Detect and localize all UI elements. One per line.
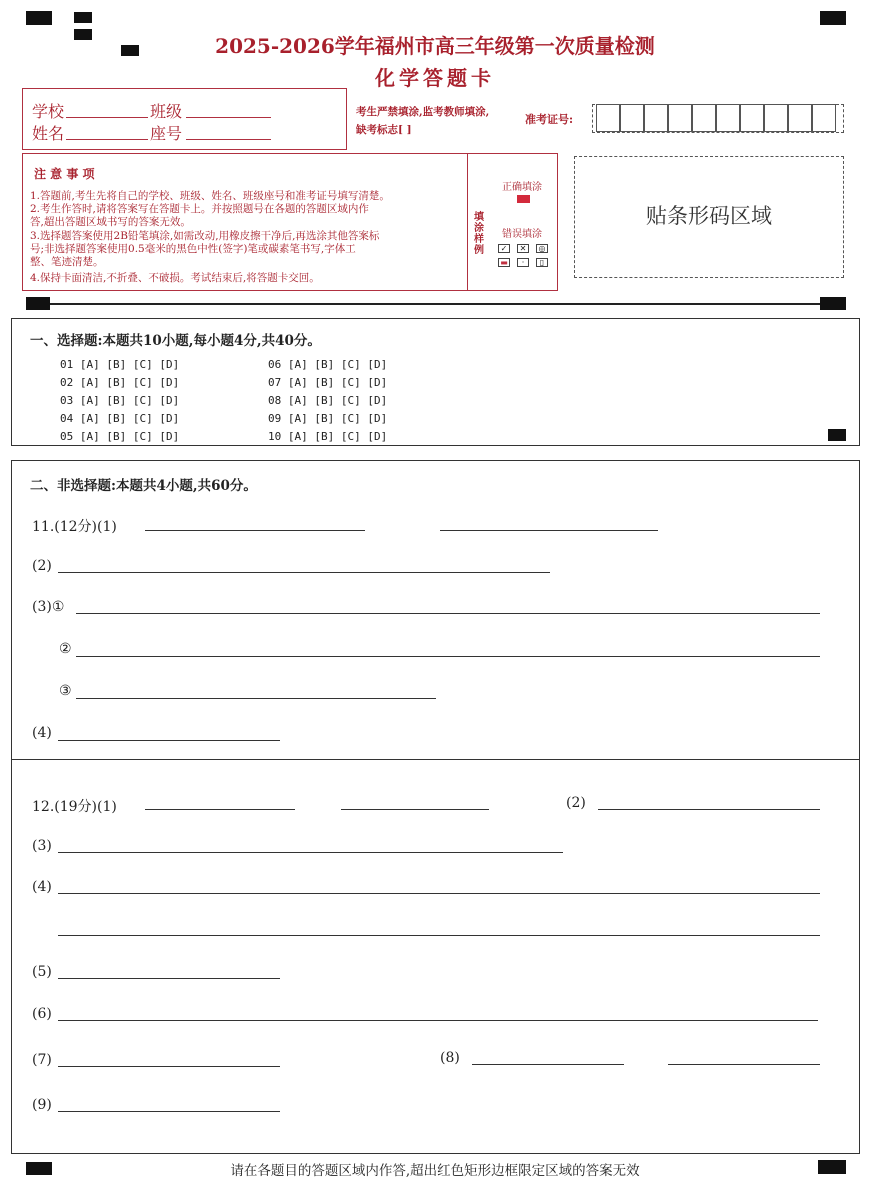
- q11-1-answer-line-b[interactable]: [440, 530, 658, 531]
- note-line: 1.答题前,考生先将自己的学校、班级、姓名、班级座号和准考证号填写清楚。: [30, 190, 390, 202]
- q12-6-label: (6): [32, 1006, 52, 1022]
- q12-2-answer-line[interactable]: [598, 809, 820, 810]
- q12-2-label: (2): [566, 795, 586, 811]
- exam-id-cell[interactable]: [668, 104, 692, 132]
- choice-row[interactable]: 08 [A] [B] [C] [D]: [268, 394, 388, 407]
- choice-row[interactable]: 01 [A] [B] [C] [D]: [60, 358, 180, 371]
- page-title: 2025-2026学年福州市高三年级第一次质量检测: [215, 34, 655, 58]
- absent-mark[interactable]: 缺考标志[ ]: [356, 124, 412, 136]
- fill-example-label: 填涂样例: [474, 212, 484, 256]
- note-line: 答,超出答题区域书写的答案无效。: [30, 216, 191, 228]
- q12-9-answer-line[interactable]: [58, 1111, 280, 1112]
- q12-7-label: (7): [32, 1052, 52, 1068]
- q11-3c-answer-line[interactable]: [76, 698, 436, 699]
- footer-warning: 请在各题目的答题区域内作答,超出红色矩形边框限定区域的答案无效: [230, 1163, 640, 1179]
- wrong-bar-sample: ▬: [498, 258, 510, 267]
- section1-title: 一、选择题:本题共10小题,每小题4分,共40分。: [30, 333, 321, 349]
- q11-label: 11.(12分)(1): [32, 519, 117, 535]
- barcode-label: 贴条形码区域: [646, 204, 772, 228]
- exam-id-cell[interactable]: [740, 104, 764, 132]
- wrong-circle-sample: ◎: [536, 244, 548, 253]
- exam-id-cell[interactable]: [764, 104, 788, 132]
- exam-id-cell[interactable]: [692, 104, 716, 132]
- exam-id-cell[interactable]: [596, 104, 620, 132]
- fill-example-divider: [467, 153, 468, 291]
- school-label: 学校: [32, 102, 65, 121]
- choice-row[interactable]: 06 [A] [B] [C] [D]: [268, 358, 388, 371]
- class-field[interactable]: [186, 117, 271, 118]
- exam-id-label: 准考证号:: [525, 113, 574, 126]
- q12-1-answer-line-b[interactable]: [341, 809, 489, 810]
- separator-line: [30, 303, 840, 305]
- page-subtitle: 化学答题卡: [375, 66, 495, 90]
- student-info-box: [22, 88, 347, 150]
- q12-3-answer-line[interactable]: [58, 852, 563, 853]
- note-line: 整、笔迹清楚。: [30, 256, 104, 268]
- q12-4-label: (4): [32, 879, 52, 895]
- wrong-cross-sample: ✕: [517, 244, 529, 253]
- registration-mark: [26, 297, 50, 310]
- q12-8-label: (8): [440, 1050, 460, 1066]
- q11-3b-label: ②: [59, 641, 72, 657]
- note-line: 4.保持卡面清洁,不折叠、不破损。考试结束后,将答题卡交回。: [30, 272, 320, 284]
- seat-label: 座号: [150, 124, 183, 143]
- q12-4-answer-line[interactable]: [58, 893, 820, 894]
- registration-mark: [820, 297, 846, 310]
- q12-4-answer-line-b[interactable]: [58, 935, 820, 936]
- exam-id-cell[interactable]: [620, 104, 644, 132]
- notes-heading: 注 意 事 项: [34, 167, 95, 181]
- q11-3a-answer-line[interactable]: [76, 613, 820, 614]
- q11-3c-label: ③: [59, 683, 72, 699]
- name-label: 姓名: [32, 124, 65, 143]
- q12-5-label: (5): [32, 964, 52, 980]
- q12-6-answer-line[interactable]: [58, 1020, 818, 1021]
- exam-id-cell[interactable]: [812, 104, 836, 132]
- note-line: 2.考生作答时,请将答案写在答题卡上。并按照题号在各题的答题区域内作: [30, 203, 369, 215]
- section2-title: 二、非选择题:本题共4小题,共60分。: [30, 478, 257, 494]
- correct-fill-label: 正确填涂: [502, 182, 542, 193]
- section2-box: [11, 460, 860, 1154]
- q11-4-label: (4): [32, 725, 52, 741]
- registration-mark: [74, 12, 92, 23]
- choice-row[interactable]: 04 [A] [B] [C] [D]: [60, 412, 180, 425]
- q12-8-answer-line[interactable]: [472, 1064, 624, 1065]
- exam-id-cell[interactable]: [644, 104, 668, 132]
- choice-row[interactable]: 05 [A] [B] [C] [D]: [60, 430, 180, 443]
- q12-8-answer-line-b[interactable]: [668, 1064, 820, 1065]
- choice-row[interactable]: 07 [A] [B] [C] [D]: [268, 376, 388, 389]
- registration-mark: [820, 11, 846, 25]
- q11-4-answer-line[interactable]: [58, 740, 280, 741]
- wrong-check-sample: ✓: [498, 244, 510, 253]
- choice-row[interactable]: 03 [A] [B] [C] [D]: [60, 394, 180, 407]
- note-line: 号;非选择题答案使用0.5毫米的黑色中性(签字)笔或碳素笔书写,字体工: [30, 243, 356, 255]
- section2-divider: [11, 759, 860, 760]
- q12-1-answer-line[interactable]: [145, 809, 295, 810]
- registration-mark: [26, 11, 52, 25]
- q12-9-label: (9): [32, 1097, 52, 1113]
- q12-7-answer-line[interactable]: [58, 1066, 280, 1067]
- wrong-dot-sample: ·: [517, 258, 529, 267]
- seat-field[interactable]: [186, 139, 271, 140]
- choice-row[interactable]: 02 [A] [B] [C] [D]: [60, 376, 180, 389]
- proctor-note: 考生严禁填涂,监考教师填涂,: [356, 106, 490, 118]
- registration-mark: [828, 429, 846, 441]
- q12-3-label: (3): [32, 838, 52, 854]
- exam-id-cell[interactable]: [788, 104, 812, 132]
- school-field[interactable]: [66, 117, 148, 118]
- q11-1-answer-line[interactable]: [145, 530, 365, 531]
- wrong-half-sample: ▯: [536, 258, 548, 267]
- q12-label: 12.(19分)(1): [32, 799, 117, 815]
- q11-2-label: (2): [32, 558, 52, 574]
- q11-3b-answer-line[interactable]: [76, 656, 820, 657]
- q11-2-answer-line[interactable]: [58, 572, 550, 573]
- q12-5-answer-line[interactable]: [58, 978, 280, 979]
- q11-3-label: (3)①: [32, 599, 65, 615]
- class-label: 班级: [150, 102, 183, 121]
- exam-id-cell[interactable]: [716, 104, 740, 132]
- note-line: 3.选择题答案使用2B铅笔填涂,如需改动,用橡皮擦干净后,再选涂其他答案标: [30, 230, 380, 242]
- wrong-fill-label: 错误填涂: [502, 229, 542, 240]
- choice-row[interactable]: 10 [A] [B] [C] [D]: [268, 430, 388, 443]
- choice-row[interactable]: 09 [A] [B] [C] [D]: [268, 412, 388, 425]
- name-field[interactable]: [66, 139, 148, 140]
- correct-fill-sample: [517, 195, 530, 203]
